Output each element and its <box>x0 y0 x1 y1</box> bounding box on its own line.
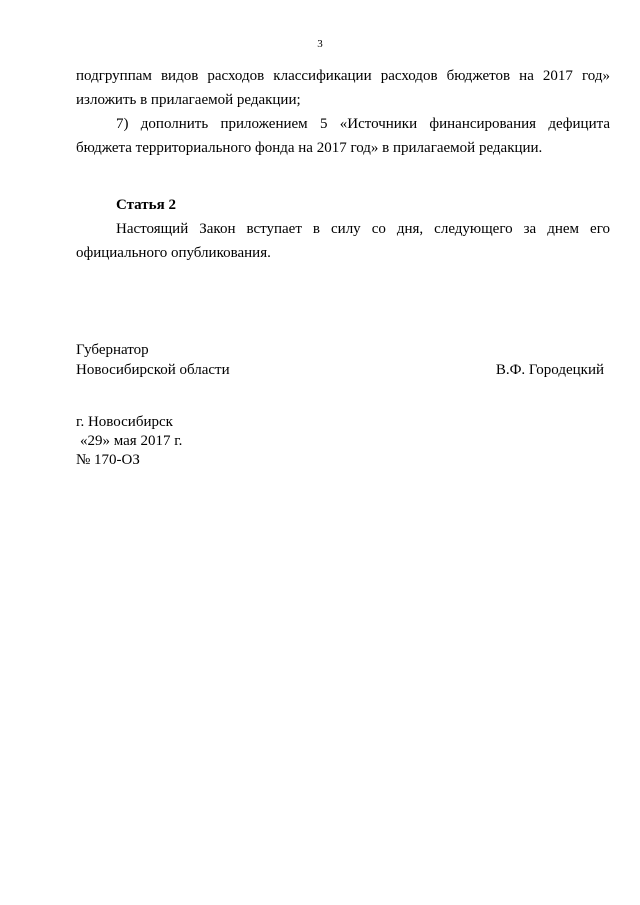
paragraph-article-2: Настоящий Закон вступает в силу со дня, следующего за днем его официального опубликования. <box>76 221 610 261</box>
signatory-title: Губернатор <box>76 342 149 358</box>
page-number: 3 <box>317 38 323 50</box>
footer-date: «29» мая 2017 г. <box>80 433 183 449</box>
signatory-name: В.Ф. Городецкий <box>495 362 604 378</box>
footer-law-number: № 170-ОЗ <box>76 452 140 468</box>
article-heading: Статья 2 <box>116 197 176 213</box>
paragraph-continuation: подгруппам видов расходов классификации расходов бюджетов на 2017 год» изложить в прилагаемой редакции; <box>76 68 610 108</box>
signatory-region: Новосибирской области <box>76 362 230 378</box>
paragraph-item-7: 7) дополнить приложением 5 «Источники финансирования дефицита бюджета территориального фонда на 2017 год» в прилагаемой редакции. <box>76 116 610 156</box>
footer-city: г. Новосибирск <box>76 414 173 430</box>
